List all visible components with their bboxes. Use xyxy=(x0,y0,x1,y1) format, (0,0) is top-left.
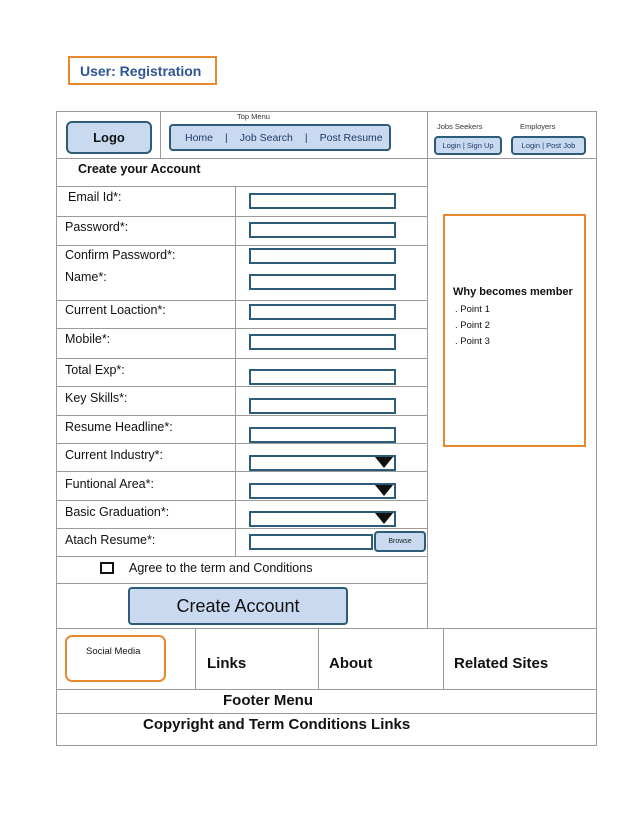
confirm-password-label: Confirm Password*: xyxy=(65,248,176,262)
form-row-line xyxy=(56,300,427,301)
resume-headline-field[interactable] xyxy=(249,427,396,443)
point-item: . Point 1 xyxy=(455,304,490,315)
job-seekers-login-button[interactable] xyxy=(434,136,502,155)
footer-col-divider-1 xyxy=(195,628,196,689)
social-media-box[interactable] xyxy=(65,635,166,682)
current-industry-select[interactable] xyxy=(249,455,396,471)
total-exp-field[interactable] xyxy=(249,369,396,385)
confirm-password-field[interactable] xyxy=(249,248,396,264)
key-skills-field[interactable] xyxy=(249,398,396,414)
form-row-line xyxy=(56,443,427,444)
form-row-line xyxy=(56,583,427,584)
form-row-line xyxy=(56,556,427,557)
resume-file-field[interactable] xyxy=(249,534,373,550)
key-skills-label: Key Skills*: xyxy=(65,391,128,405)
agree-checkbox[interactable] xyxy=(100,562,114,574)
form-row-line xyxy=(56,471,427,472)
dropdown-arrow-icon xyxy=(375,457,393,468)
nav-separator: | xyxy=(304,131,308,144)
copyright-links[interactable]: Copyright and Term Conditions Links xyxy=(143,716,411,733)
browse-button[interactable] xyxy=(374,531,426,552)
current-location-field[interactable] xyxy=(249,304,396,320)
page-title: User: Registration xyxy=(80,62,202,79)
top-menu xyxy=(169,124,391,151)
browse-label: Browse xyxy=(388,538,412,545)
email-label: Email Id*: xyxy=(68,190,122,204)
footer-col-divider-2 xyxy=(318,628,319,689)
password-field[interactable] xyxy=(249,222,396,238)
functional-area-label: Funtional Area*: xyxy=(65,477,154,491)
functional-area-select[interactable] xyxy=(249,483,396,499)
current-industry-label: Current Industry*: xyxy=(65,448,163,462)
create-account-label: Create Account xyxy=(176,595,300,616)
basic-graduation-select[interactable] xyxy=(249,511,396,527)
mobile-label: Mobile*: xyxy=(65,332,111,346)
job-seekers-login-label: Login | Sign Up xyxy=(442,141,494,150)
page-title-box xyxy=(68,56,217,85)
form-row-line xyxy=(56,528,427,529)
resume-headline-label: Resume Headline*: xyxy=(65,420,173,434)
form-row-line xyxy=(56,245,427,246)
nav-job-search[interactable]: Job Search xyxy=(239,131,293,144)
job-seekers-caption: Jobs Seekers xyxy=(437,122,483,131)
nav-home[interactable]: Home xyxy=(185,131,214,144)
footer-col-divider-3 xyxy=(443,628,444,689)
footer-about[interactable]: About xyxy=(329,655,373,672)
point-item: . Point 3 xyxy=(455,336,490,347)
employers-caption: Employers xyxy=(520,122,556,131)
total-exp-label: Total Exp*: xyxy=(65,363,125,377)
footer-menu[interactable]: Footer Menu xyxy=(223,692,313,709)
form-row-line xyxy=(56,415,427,416)
current-location-label: Current Loaction*: xyxy=(65,303,166,317)
form-row-line xyxy=(56,358,427,359)
name-label: Name*: xyxy=(65,270,107,284)
name-field[interactable] xyxy=(249,274,396,290)
logo[interactable] xyxy=(66,121,152,154)
why-member-title: Why becomes member xyxy=(453,286,573,298)
mobile-field[interactable] xyxy=(249,334,396,350)
top-menu-caption: Top Menu xyxy=(237,112,270,121)
footer-related-sites[interactable]: Related Sites xyxy=(454,655,549,672)
form-row-line xyxy=(56,186,427,187)
form-row-line xyxy=(56,386,427,387)
form-row-line xyxy=(56,500,427,501)
agree-label: Agree to the term and Conditions xyxy=(129,561,313,575)
create-account-button[interactable] xyxy=(128,587,348,625)
form-row-line xyxy=(56,328,427,329)
sidebar-divider xyxy=(427,111,428,629)
copyright-divider xyxy=(56,713,597,714)
basic-graduation-label: Basic Graduation*: xyxy=(65,505,170,519)
email-field[interactable] xyxy=(249,193,396,209)
employers-login-label: Login | Post Job xyxy=(521,141,576,150)
dropdown-arrow-icon xyxy=(375,485,393,496)
footer-menu-divider xyxy=(56,689,597,690)
form-row-line xyxy=(56,216,427,217)
social-media-label: Social Media xyxy=(86,646,141,657)
employers-login-button[interactable] xyxy=(511,136,586,155)
dropdown-arrow-icon xyxy=(375,513,393,524)
form-heading: Create your Account xyxy=(78,162,201,176)
header-divider xyxy=(56,158,597,159)
logo-divider xyxy=(160,111,161,158)
logo-text: Logo xyxy=(93,130,125,145)
point-item: . Point 2 xyxy=(455,320,490,331)
nav-separator: | xyxy=(225,131,228,144)
attach-resume-label: Atach Resume*: xyxy=(65,533,156,547)
footer-divider xyxy=(56,628,597,629)
password-label: Password*: xyxy=(65,220,129,234)
footer-links[interactable]: Links xyxy=(207,655,247,672)
nav-post-resume[interactable]: Post Resume xyxy=(319,131,383,144)
